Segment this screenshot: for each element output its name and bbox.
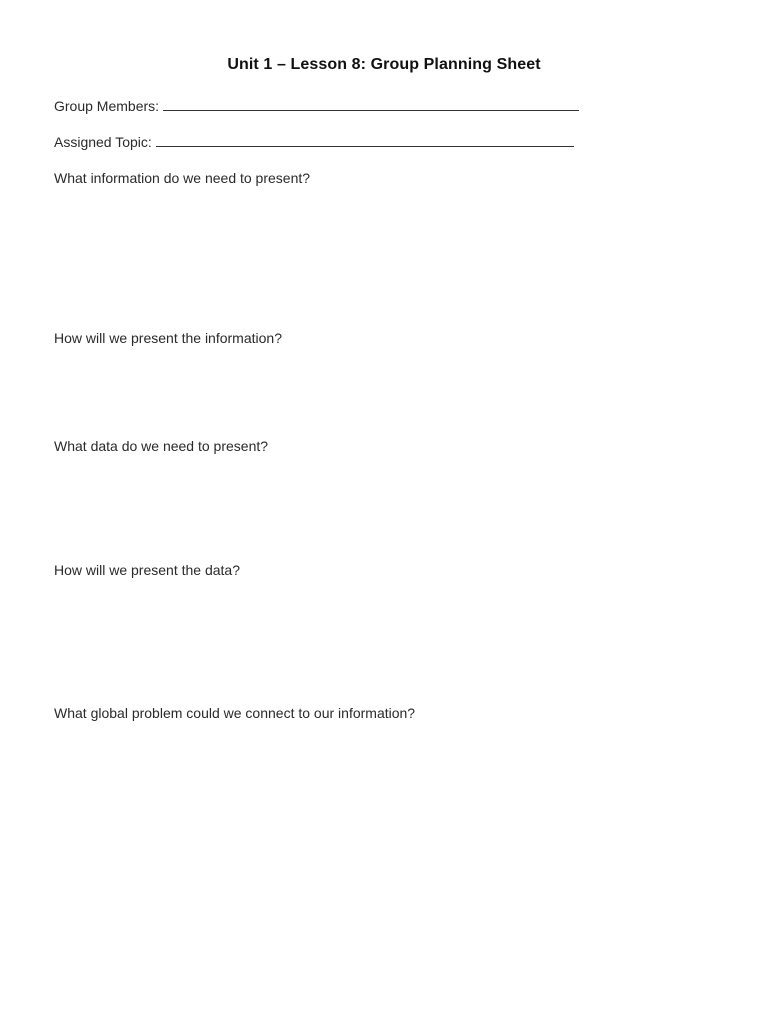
assigned-topic-label: Assigned Topic: xyxy=(54,134,152,150)
assigned-topic-blank xyxy=(156,133,574,147)
question-present-information: How will we present the information? xyxy=(54,330,282,346)
question-present-data: How will we present the data? xyxy=(54,562,240,578)
group-members-label: Group Members: xyxy=(54,98,160,114)
question-information-needed: What information do we need to present? xyxy=(54,170,311,186)
group-members-blank xyxy=(163,97,579,111)
page-title: Unit 1 – Lesson 8: Group Planning Sheet xyxy=(227,56,541,73)
assigned-topic-field xyxy=(54,133,574,150)
question-global-problem: What global problem could we connect to our information? xyxy=(54,705,416,721)
question-data-needed: What data do we need to present? xyxy=(54,438,269,454)
group-members-field xyxy=(54,97,579,114)
